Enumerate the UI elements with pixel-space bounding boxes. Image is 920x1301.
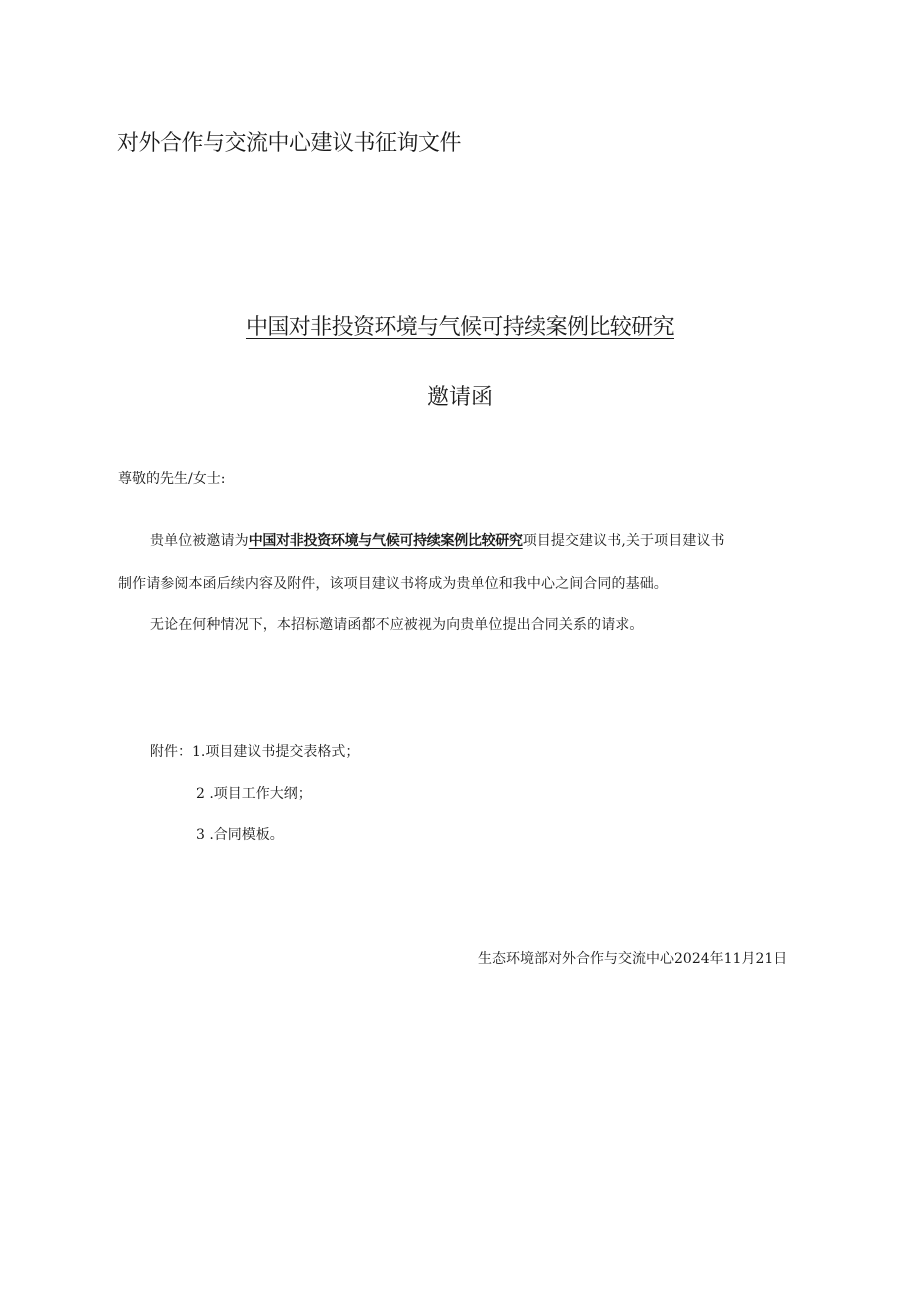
attachment-item-3: 3 .合同模板。 [196,827,284,843]
paragraph1-project-name: 中国对非投资环境与气候可持续案例比较研究 [248,533,523,549]
letter-title: 邀请函 [426,385,493,410]
attachment-item-1: 附件：1.项目建议书提交表格式； [150,744,360,760]
signature-date: 生态环境部对外合作与交流中心2024年11月21日 [478,951,788,967]
paragraph1-line2: 制作请参阅本函后续内容及附件，该项目建议书将成为贵单位和我中心之间合同的基础。 [118,576,668,592]
paragraph1-line1 [150,530,725,550]
attachment-item-2: 2 .项目工作大纲； [196,786,312,802]
project-title-text: 中国对非投资环境与气候可持续案例比较研究 [245,315,674,340]
paragraph1-prefix: 贵单位被邀请为 [150,533,249,549]
salutation: 尊敬的先生/女士: [118,471,226,487]
paragraph2: 无论在何种情况下，本招标邀请函都不应被视为向贵单位提出合同关系的请求。 [150,617,644,633]
project-title [0,310,920,341]
paragraph1-suffix: 项目提交建议书,关于项目建议书 [522,533,725,549]
document-heading: 对外合作与交流中心建议书征询文件 [117,131,462,156]
